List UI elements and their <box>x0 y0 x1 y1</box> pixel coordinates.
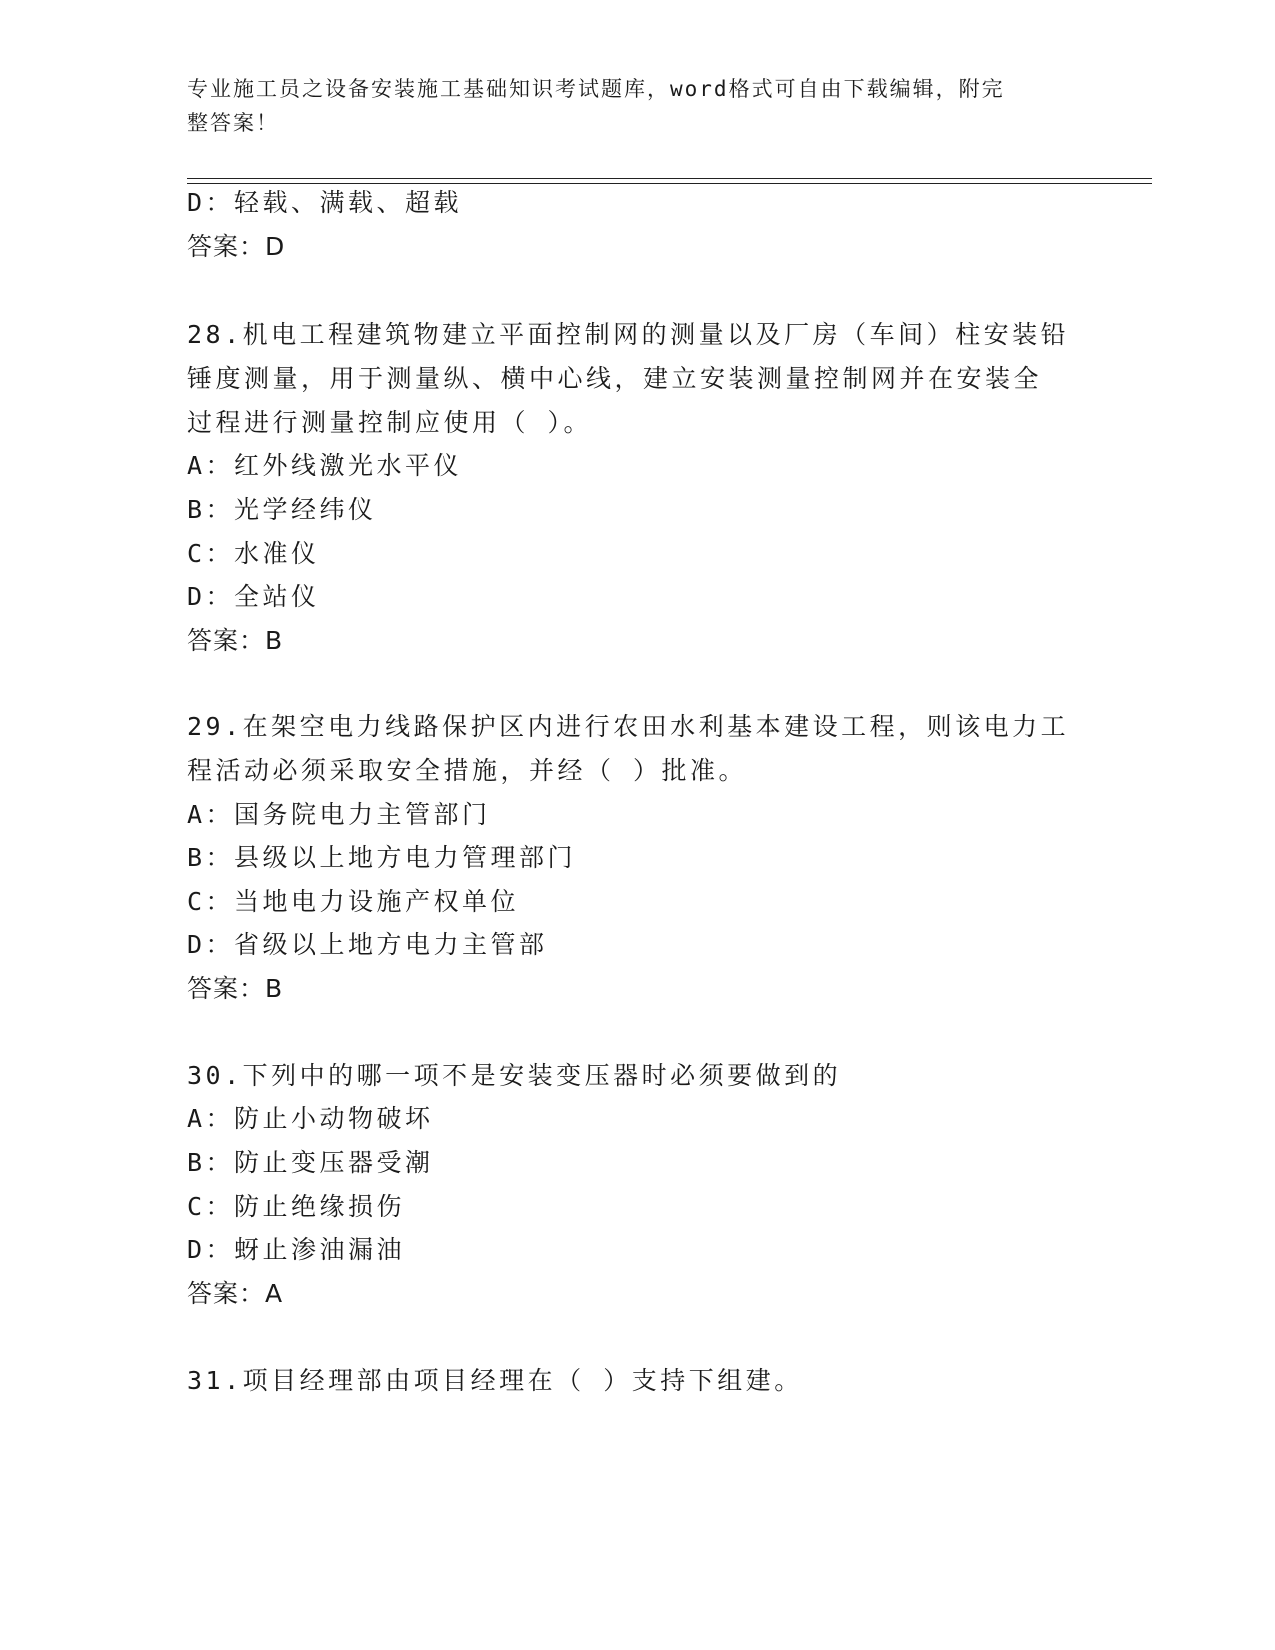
answer-line: 答案：B <box>187 974 284 1003</box>
answer-line: 答案：A <box>187 1279 284 1308</box>
answer-line: 答案：B <box>187 626 284 655</box>
header-line: 专业施工员之设备安装施工基础知识考试题库，word格式可自由下载编辑，附完 <box>187 77 1005 101</box>
question-stem: 过程进行测量控制应使用（ ）。 <box>187 408 593 437</box>
document-header <box>187 72 1067 140</box>
question-stem: 锤度测量，用于测量纵、横中心线，建立安装测量控制网并在安装全 <box>187 364 1043 393</box>
header-line: 整答案！ <box>187 111 279 135</box>
option-c: C：水准仪 <box>187 539 320 568</box>
option-d: D：省级以上地方电力主管部 <box>187 930 548 959</box>
option-d: D：全站仪 <box>187 582 320 611</box>
option-b: B：县级以上地方电力管理部门 <box>187 843 577 872</box>
option-c: C：防止绝缘损伤 <box>187 1192 406 1221</box>
option-b: B：防止变压器受潮 <box>187 1148 434 1177</box>
header-divider <box>187 178 1152 179</box>
option-a: A：防止小动物破坏 <box>187 1104 434 1133</box>
option-b: B：光学经纬仪 <box>187 495 377 524</box>
question-stem: 29.在架空电力线路保护区内进行农田水利基本建设工程，则该电力工 <box>187 712 1070 741</box>
option-a: A：红外线激光水平仪 <box>187 451 463 480</box>
option-d: D：蚜止渗油漏油 <box>187 1235 406 1264</box>
answer-line: 答案：D <box>187 232 286 261</box>
option-c: C：当地电力设施产权单位 <box>187 887 520 916</box>
question-stem: 程活动必须采取安全措施，并经（ ）批准。 <box>187 756 748 785</box>
option-a: A：国务院电力主管部门 <box>187 800 491 829</box>
question-stem: 30.下列中的哪一项不是安装变压器时必须要做到的 <box>187 1061 842 1090</box>
header-divider <box>187 183 1152 184</box>
question-stem: 31.项目经理部由项目经理在（ ）支持下组建。 <box>187 1366 803 1395</box>
option-d: D：轻载、满载、超载 <box>187 188 463 217</box>
question-stem: 28.机电工程建筑物建立平面控制网的测量以及厂房（车间）柱安装铅 <box>187 320 1070 349</box>
